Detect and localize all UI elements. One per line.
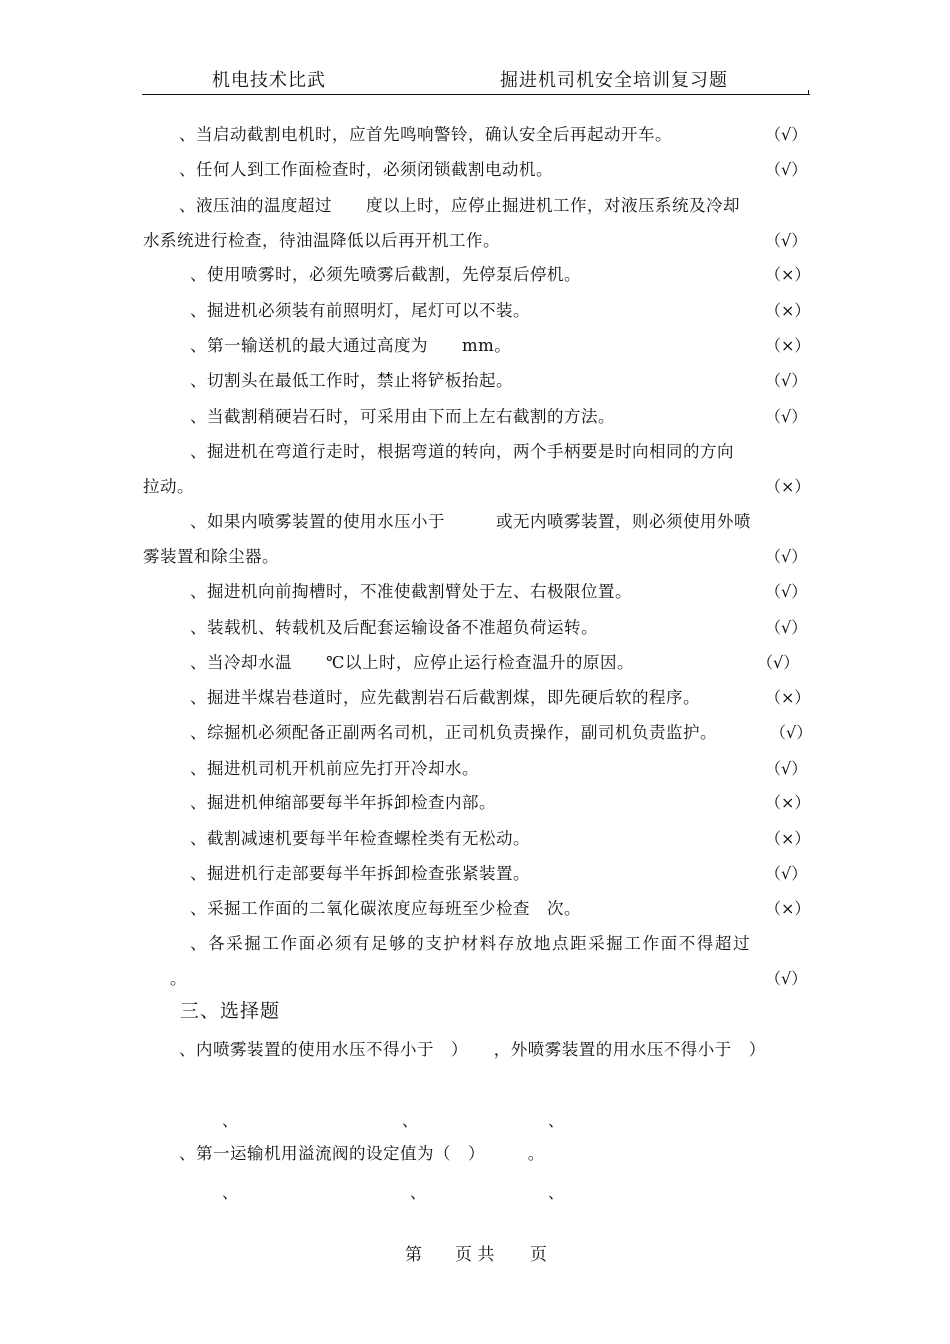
tf-item-continuation: 水系统进行检查，待油温降低以后再开机工作。: [143, 231, 500, 250]
tf-answer: （×）: [765, 793, 811, 812]
tf-answer: （×）: [765, 301, 811, 320]
tf-item: 、当冷却水温 ℃以上时，应停止运行检查温升的原因。: [190, 653, 634, 672]
footer-page-label: 第: [405, 1245, 422, 1265]
tf-item: 、掘进半煤岩巷道时，应先截割岩石后截割煤，即先硬后软的程序。: [190, 688, 700, 707]
tf-item: 、如果内喷雾装置的使用水压小于 或无内喷雾装置，则必须使用外喷: [190, 512, 751, 531]
tf-item: 、第一输送机的最大通过高度为 mm。: [190, 336, 512, 355]
tf-item: 、各采掘工作面必须有足够的支护材料存放地点距采掘工作面不得超过: [190, 934, 752, 953]
footer-page-mid: 页 共: [455, 1245, 495, 1265]
footer-page-end: 页: [530, 1245, 547, 1265]
tf-item-continuation: 拉动。: [143, 477, 194, 496]
tf-item: 、掘进机司机开机前应先打开冷却水。: [190, 759, 479, 778]
tf-item: 、掘进机行走部要每半年拆卸检查张紧装置。: [190, 864, 530, 883]
mc-option-sep: 、: [222, 1183, 239, 1202]
tf-answer: （√）: [765, 547, 808, 566]
tf-item: 、使用喷雾时，必须先喷雾后截割，先停泵后停机。: [190, 265, 581, 284]
header-left-title: 机电技术比武: [212, 70, 326, 91]
tf-answer: （×）: [765, 688, 811, 707]
tf-item: 、液压油的温度超过 度以上时，应停止掘进机工作，对液压系统及冷却: [179, 196, 740, 215]
tf-item: 、采掘工作面的二氧化碳浓度应每班至少检查 次。: [190, 899, 581, 918]
tf-answer: （√）: [765, 618, 808, 637]
section-title: 三、选择题: [180, 1000, 281, 1022]
tf-item: 、当截割稍硬岩石时，可采用由下而上左右截割的方法。: [190, 407, 615, 426]
header-rule-tick: [808, 90, 809, 95]
mc-question: 、第一运输机用溢流阀的设定值为（ ） 。: [179, 1144, 545, 1163]
tf-item-continuation: 。: [170, 969, 187, 988]
tf-item: 、掘进机向前掏槽时，不准使截割臂处于左、右极限位置。: [190, 582, 632, 601]
tf-answer: （√）: [770, 723, 813, 742]
tf-item: 、掘进机必须装有前照明灯，尾灯可以不装。: [190, 301, 530, 320]
mc-question: 、内喷雾装置的使用水压不得小于 ） ，外喷雾装置的用水压不得小于 ）: [179, 1040, 766, 1059]
header-right-title: 掘进机司机安全培训复习题: [500, 70, 728, 91]
tf-answer: （√）: [765, 582, 808, 601]
tf-answer: （×）: [765, 336, 811, 355]
tf-answer: （√）: [765, 125, 808, 144]
tf-answer: （√）: [765, 231, 808, 250]
tf-answer: （×）: [765, 477, 811, 496]
tf-item: 、掘进机在弯道行走时，根据弯道的转向，两个手柄要是时向相同的方向: [190, 442, 734, 461]
tf-answer: （√）: [757, 653, 800, 672]
mc-option-sep: 、: [548, 1111, 565, 1130]
tf-answer: （√）: [765, 969, 808, 988]
tf-answer: （√）: [765, 160, 808, 179]
tf-item: 、当启动截割电机时，应首先鸣响警铃，确认安全后再起动开车。: [179, 125, 672, 144]
tf-answer: （√）: [765, 864, 808, 883]
tf-item: 、任何人到工作面检查时，必须闭锁截割电动机。: [179, 160, 553, 179]
mc-option-sep: 、: [548, 1183, 565, 1202]
tf-item-continuation: 雾装置和除尘器。: [143, 547, 279, 566]
tf-answer: （√）: [765, 759, 808, 778]
tf-item: 、综掘机必须配备正副两名司机，正司机负责操作，副司机负责监护。: [190, 723, 717, 742]
mc-option-sep: 、: [402, 1111, 419, 1130]
tf-item: 、切割头在最低工作时，禁止将铲板抬起。: [190, 371, 513, 390]
tf-answer: （×）: [765, 265, 811, 284]
tf-answer: （√）: [765, 407, 808, 426]
tf-item: 、掘进机伸缩部要每半年拆卸检查内部。: [190, 793, 496, 812]
tf-answer: （×）: [765, 899, 811, 918]
tf-answer: （×）: [765, 829, 811, 848]
tf-item: 、截割减速机要每半年检查螺栓类有无松动。: [190, 829, 530, 848]
tf-answer: （√）: [765, 371, 808, 390]
tf-item: 、装载机、转载机及后配套运输设备不准超负荷运转。: [190, 618, 598, 637]
header-rule: [142, 94, 810, 95]
mc-option-sep: 、: [222, 1111, 239, 1130]
mc-option-sep: 、: [410, 1183, 427, 1202]
